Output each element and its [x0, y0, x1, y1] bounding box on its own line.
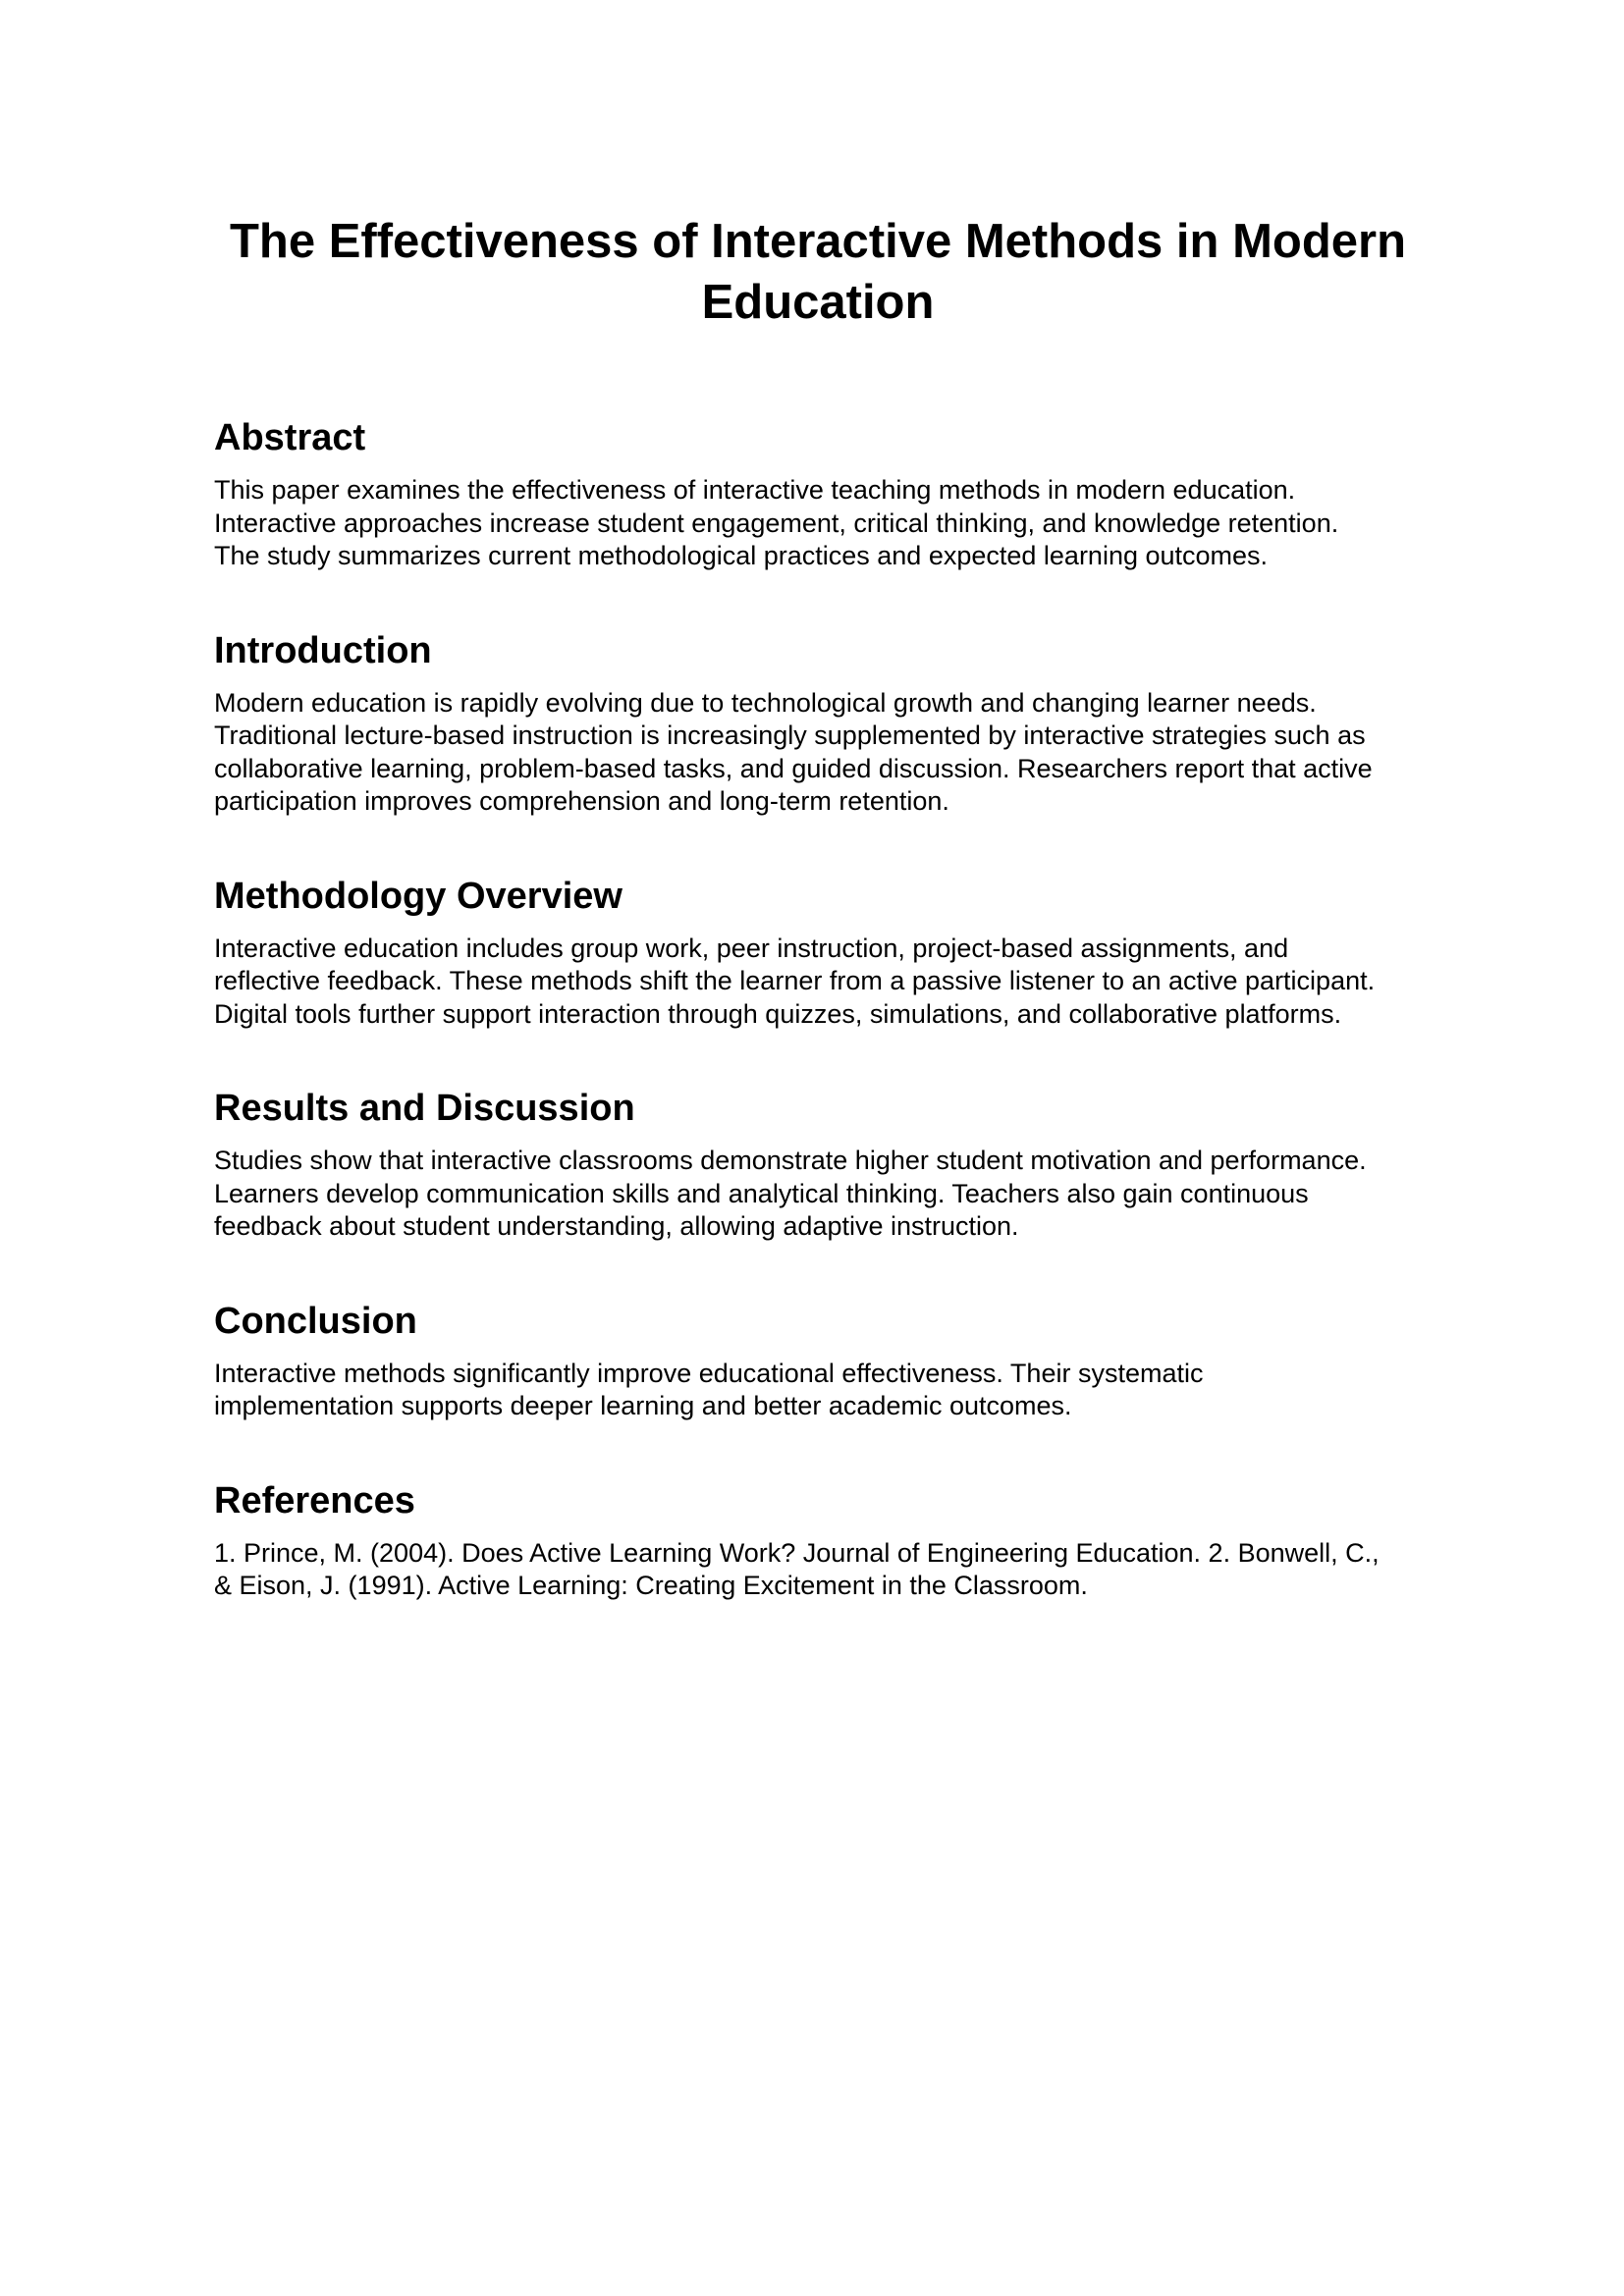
- document-page: [214, 211, 1422, 1658]
- section-heading-results: Results and Discussion: [214, 1088, 635, 1129]
- section-body-results: Studies show that interactive classrooms demonstrate higher student motivation and performance. Learners develop communication skills and analytical thinking. Teachers also gain continuous feedback about student understanding, allowing adaptive instruction.: [214, 1146, 1367, 1241]
- section-heading-abstract: Abstract: [214, 417, 366, 458]
- section-heading-conclusion: Conclusion: [214, 1300, 417, 1342]
- section-methodology: [214, 874, 1422, 1032]
- section-abstract: [214, 415, 1422, 573]
- section-heading-methodology: Methodology Overview: [214, 875, 623, 917]
- section-body-conclusion: Interactive methods significantly improve educational effectiveness. Their systematic implementation supports deeper learning and better academic outcomes.: [214, 1358, 1204, 1420]
- section-body-methodology: Interactive education includes group work, peer instruction, project-based assignments, and reflective feedback. These methods shift the learner from a passive listener to an active participant. Digital tools further support interaction through quizzes, simulations, and collaborative platforms.: [214, 933, 1376, 1029]
- page-title: The Effectiveness of Interactive Methods in Modern Education: [229, 215, 1406, 329]
- section-heading-introduction: Introduction: [214, 629, 432, 671]
- section-heading-references: References: [214, 1479, 415, 1522]
- section-body-introduction: Modern education is rapidly evolving due to technological growth and changing learner needs. Traditional lecture-based instruction is increasingly supplemented by interactive strategies such as collaborative learning, problem-based tasks, and guided discussion. Researchers report that active participation improves comprehension and long-term retention.: [214, 687, 1373, 816]
- section-introduction: [214, 628, 1422, 819]
- section-body-abstract: This paper examines the effectiveness of interactive teaching methods in modern education. Interactive approaches increase student engagement, critical thinking, and knowledge retention. The study summarizes current methodological practices and expected learning outcomes.: [214, 475, 1339, 570]
- section-results: [214, 1086, 1422, 1244]
- section-body-references: 1. Prince, M. (2004). Does Active Learning Work? Journal of Engineering Education. 2. Bonwell, C., & Eison, J. (1991). Active Learning: Creating Excitement in the Classroom.: [214, 1537, 1380, 1600]
- section-references: [214, 1478, 1422, 1603]
- section-conclusion: [214, 1299, 1422, 1423]
